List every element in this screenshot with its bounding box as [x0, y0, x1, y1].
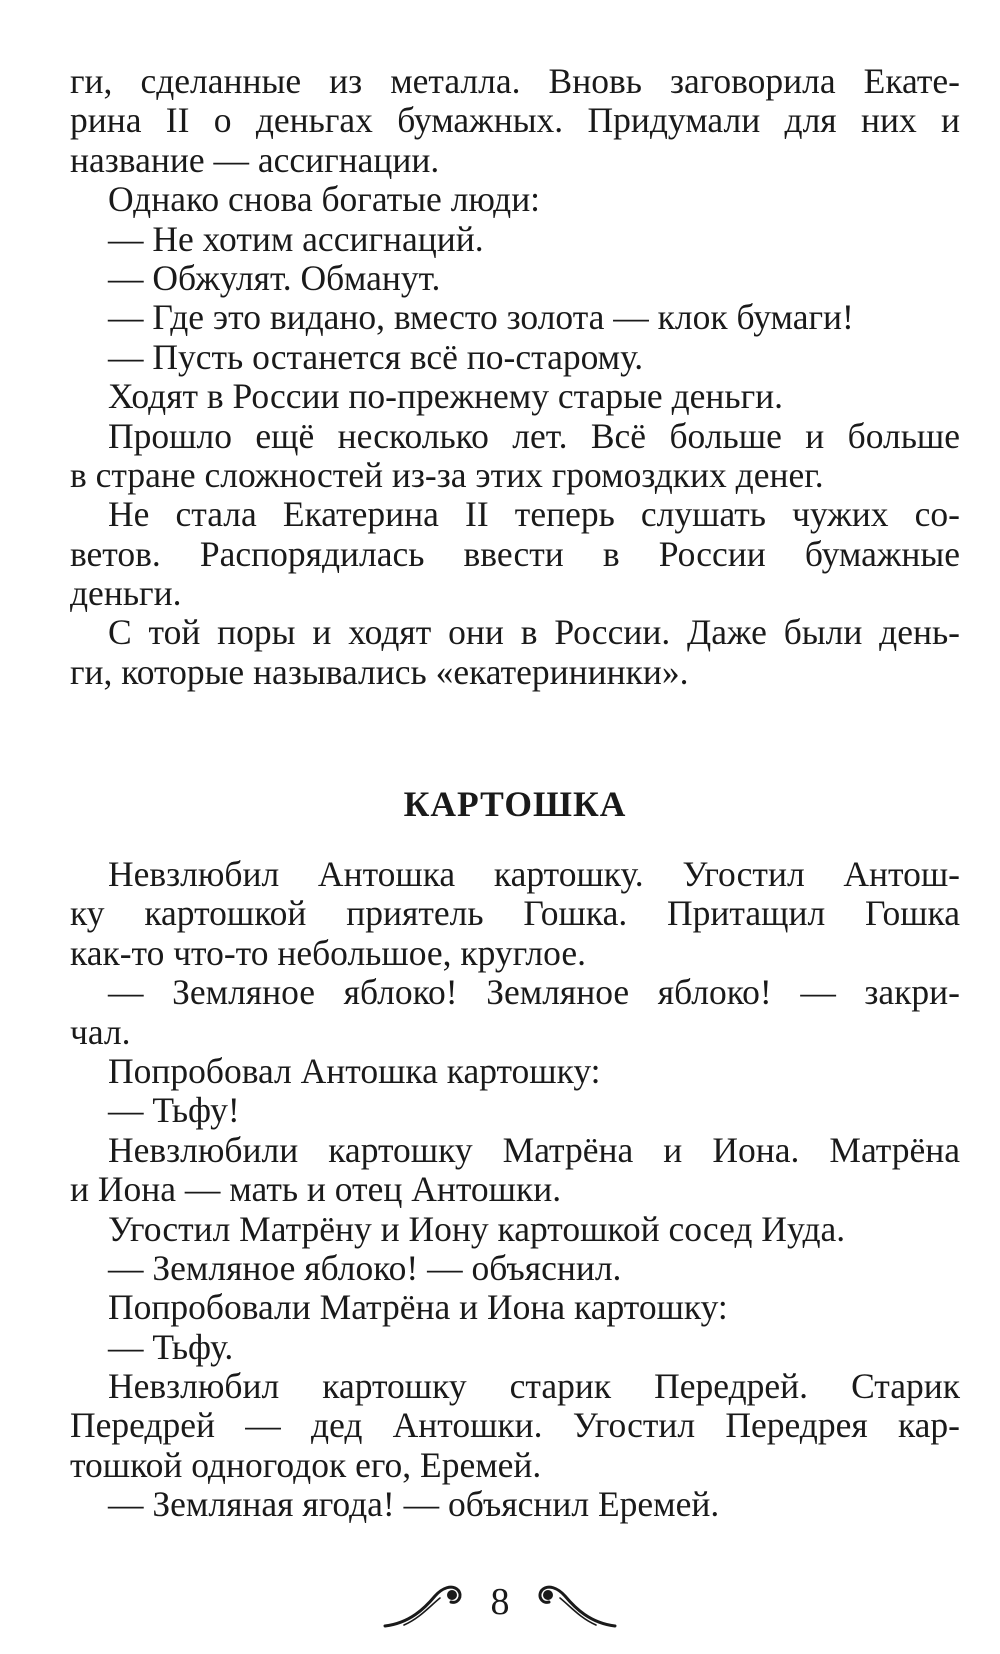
text-line: — Тьфу!	[108, 1090, 240, 1131]
text-line: Невзлюбил картошку старик Передрей. Старик	[108, 1366, 960, 1407]
text-line: деньги.	[70, 573, 182, 614]
text-line: Невзлюбили картошку Матрёна и Иона. Матрёна	[108, 1129, 960, 1170]
text-line: и Иона — мать и отец Антошки.	[70, 1169, 562, 1210]
text-line: Попробовал Антошка картошку:	[108, 1050, 601, 1091]
text-line: — Не хотим ассигнаций.	[108, 218, 484, 259]
text-line: Угостил Матрёну и Иону картошкой сосед Иуда.	[108, 1208, 846, 1249]
text-line: название — ассигнации.	[70, 139, 440, 180]
text-line: ги, сделанные из металла. Вновь заговорила Екате-	[70, 61, 960, 101]
text-line: чал.	[70, 1011, 131, 1052]
text-line: — Земляная ягода! — объяснил Еремей.	[108, 1484, 720, 1525]
text-line: Не стала Екатерина II теперь слушать чужих со-	[108, 494, 960, 535]
text-block-bottom	[70, 855, 960, 1525]
text-line: рина II о деньгах бумажных. Придумали для них и	[70, 100, 960, 141]
text-line: Ходят в России по-прежнему старые деньги.	[108, 376, 784, 417]
text-line: ветов. Распорядилась ввести в России бумажные	[70, 533, 960, 574]
text-block-top	[70, 62, 960, 692]
text-line: — Пусть останется всё по-старому.	[108, 336, 644, 377]
text-line: как-то что-то небольшое, круглое.	[70, 932, 586, 973]
text-line: Передрей — дед Антошки. Угостил Передрея кар-	[70, 1405, 960, 1446]
text-line: Попробовали Матрёна и Иона картошку:	[108, 1287, 728, 1328]
text-line: тошкой одногодок его, Еремей.	[70, 1444, 542, 1485]
text-line: Невзлюбил Антошка картошку. Угостил Антош-	[108, 854, 960, 894]
page-footer	[0, 1568, 1000, 1638]
text-line: ку картошкой приятель Гошка. Притащил Гошка	[70, 893, 960, 934]
text-line: — Обжулят. Обманут.	[108, 257, 441, 298]
text-line: С той поры и ходят они в России. Даже были день-	[108, 612, 960, 653]
text-line: Однако снова богатые люди:	[108, 179, 541, 220]
text-line: в стране сложностей из-за этих громоздких денег.	[70, 454, 824, 495]
text-line: ги, которые назывались «екатерининки».	[70, 651, 689, 692]
text-line: — Тьфу.	[108, 1326, 234, 1367]
text-line: Прошло ещё несколько лет. Всё больше и больше	[108, 415, 960, 456]
page-number: 8	[490, 1581, 510, 1623]
text-line: — Земляное яблоко! — объяснил.	[108, 1247, 622, 1288]
text-line: — Земляное яблоко! Земляное яблоко! — закри-	[108, 972, 960, 1013]
section-title: КАРТОШКА	[403, 784, 627, 824]
text-line: — Где это видано, вместо золота — клок бумаги!	[108, 297, 854, 338]
